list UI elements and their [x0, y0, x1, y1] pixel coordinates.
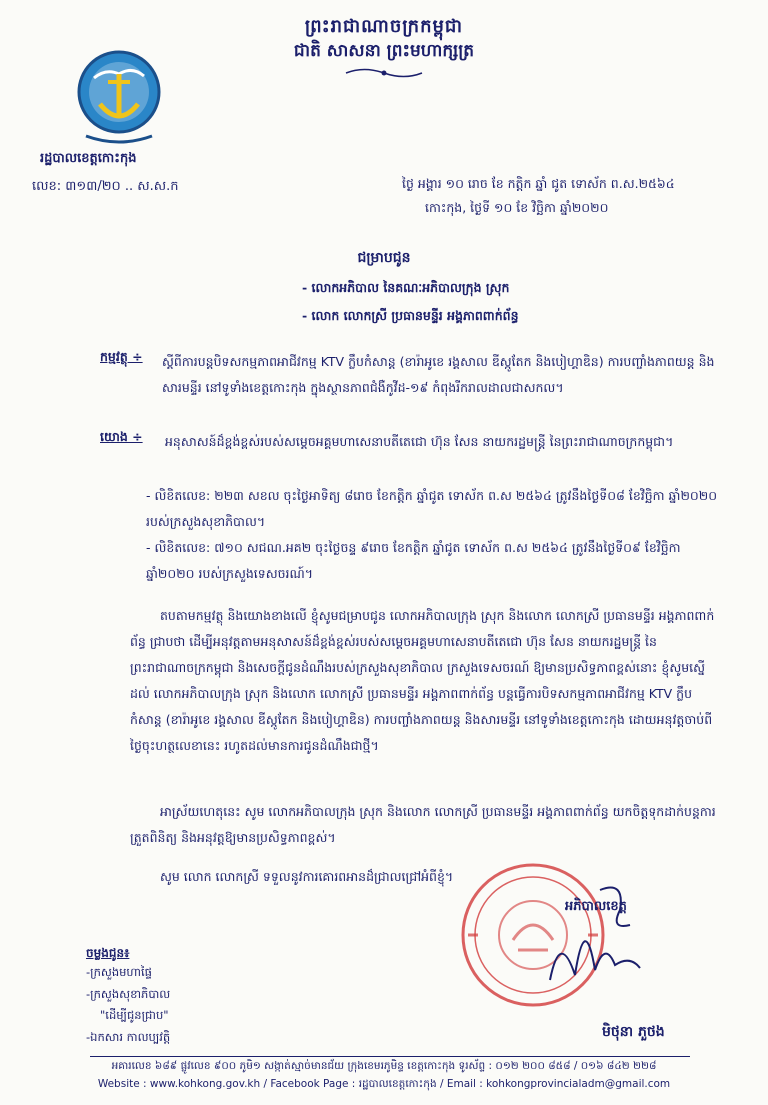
solar-date: កោះកុង, ថ្ងៃទី ១០ ខែ វិច្ឆិកា ឆ្នាំ២០២០: [425, 200, 609, 215]
body-paragraph: អាស្រ័យហេតុនេះ សូម លោកអភិបាលក្រុង ស្រុក និងលោក លោកស្រី ប្រធានមន្ទីរ អង្គភាពពាក់ព័ន្ធ យកចិត្តទុកដាក់បន្តការត្រួតពិនិត្យ និងអនុវត្តឱ្យមានប្រសិទ្ធភាពខ្ពស់។: [130, 804, 716, 845]
reference-item: - លិខិតលេខ: ២២៣ សខល ចុះថ្ងៃអាទិត្យ ៨រោច ខែកត្តិក ឆ្នាំជូត ទោស័ក ព.ស ២៥៦៤ ត្រូវនឹងថ្ងៃទី០៨ ខែវិច្ឆិកា ឆ្នាំ២០២០ របស់ក្រសួងសុខាភិបាល។: [146, 488, 718, 529]
signatory-title: អភិបាលខេត្ត: [565, 899, 627, 914]
recipient-item: - លោក លោកស្រី ប្រធានមន្ទីរ អង្គភាពពាក់ព័ន្ធ: [302, 308, 519, 323]
copies-item: -ក្រសួងមហាផ្ទៃ: [86, 965, 152, 979]
kingdom-title: ព្រះរាជាណាចក្រកម្ពុជា: [304, 16, 464, 37]
reference-text: អនុសាសន៍ដ៏ខ្ពង់ខ្ពស់របស់សម្តេចអគ្គមហាសេនាបតីតេជោ ហ៊ុន សែន នាយករដ្ឋមន្ត្រី នៃព្រះរាជាណាចក្រកម្ពុជា។: [165, 434, 674, 449]
reference-number: លេខ: ៣១៣/២០ .. ស.ស.ក: [32, 179, 179, 194]
subject-label: កម្មវត្ថុ ÷: [100, 349, 143, 364]
provincial-emblem-icon: [76, 48, 162, 148]
signatory-name: មិថុនា ភួថង: [602, 1024, 665, 1040]
footer-contact: Website : www.kohkong.gov.kh / Facebook Page : រដ្ឋបាលខេត្តកោះកុង / Email : kohkongprovincialadm@gmail.com: [97, 1078, 671, 1090]
national-motto: ជាតិ សាសនា ព្រះមហាក្សត្រ: [293, 41, 475, 61]
notice-title: ជម្រាបជូន: [357, 250, 411, 266]
signature-icon: [530, 870, 650, 1000]
copies-item: -ឯកសារ កាលប្បវត្តិ: [86, 1030, 171, 1044]
reference-label: យោង ÷: [100, 429, 143, 444]
footer-divider: [90, 1056, 690, 1057]
lunar-date: ថ្ងៃ អង្គារ ១០ រោច ខែ កត្តិក ឆ្នាំ ជូត ទោស័ក ព.ស.២៥៦៤: [402, 176, 675, 191]
reference-item: - លិខិតលេខ: ៧១០ សជណ.អគ២ ចុះថ្ងៃចន្ទ ៩រោច ខែកត្តិក ឆ្នាំជូត ទោស័ក ព.ស ២៥៦៤ ត្រូវនឹងថ្ងៃទី០៩ ខែវិច្ឆិកា ឆ្នាំ២០២០ របស់ក្រសួងទេសចរណ៍។: [146, 540, 681, 581]
copies-item: "ដើម្បីជូនជ្រាប": [100, 1008, 169, 1022]
body-paragraph: តបតាមកម្មវត្ថុ និងយោងខាងលើ ខ្ញុំសូមជម្រាបជូន លោកអភិបាលក្រុង ស្រុក និងលោក លោកស្រី ប្រធានមន្ទីរ អង្គភាពពាក់ព័ន្ធ ជ្រាបថា ដើម្បីអនុវត្តតាមអនុសាសន៍ដ៏ខ្ពង់ខ្ពស់របស់សម្តេចអគ្គមហាសេនាបតីតេជោ ហ៊ុន សែន នាយករដ្ឋមន្ត្រី នៃព្រះរាជាណាចក្រកម្ពុជា និងសេចក្តីជូនដំណឹងរបស់ក្រសួងសុខាភិបាល ក្រសួងទេសចរណ៍ ឱ្យមានប្រសិទ្ធភាពខ្ពស់នោះ ខ្ញុំសូមស្នើដល់ លោកអភិបាលក្រុង ស្រុក និងលោក លោកស្រី ប្រធានមន្ទីរ អង្គភាពពាក់ព័ន្ធ បន្តធ្វើការបិទសកម្មភាពអាជីវកម្ម KTV ក្លឹបកំសាន្ត (ខារ៉ាអូខេ រង្គសាល ឌីស្កូតែក និងបៀហ្គាឌិន) ការបញ្ចាំងភាពយន្ត និងសារមន្ទីរ នៅទូទាំងខេត្តកោះកុង ដោយអនុវត្តចាប់ពីថ្ងៃចុះហត្ថលេខានេះ រហូតដល់មានការជូនដំណឹងជាថ្មី។: [130, 608, 715, 753]
footer-address: អគារលេខ ៦៨៩ ផ្លូវលេខ ៩០០ ភូមិ១ សង្កាត់ស្មាច់មានជ័យ ក្រុងខេមរភូមិន្ទ ខេត្តកោះកុង ទូរស័ព្ទ : ០១២ ២០០ ៨៥៨ / ០១៦ ៨៤២ ២២៨: [111, 1060, 657, 1072]
issuer-name: រដ្ឋបាលខេត្តកោះកុង: [40, 151, 137, 166]
closing-line: សូម លោក លោកស្រី ទទួលនូវការគោរពអានដ៏ជ្រាលជ្រៅអំពីខ្ញុំ។: [160, 869, 454, 884]
copies-item: -ក្រសួងសុខាភិបាល: [86, 987, 171, 1001]
subject-text: ស្តីពីការបន្តបិទសកម្មភាពអាជីវកម្ម KTV ក្លឹបកំសាន្ត (ខារ៉ាអូខេ រង្គសាល ឌីស្កូតែក និងបៀហ្គាឌិន) ការបញ្ចាំងភាពយន្ត និងសារមន្ទីរ នៅទូទាំងខេត្តកោះកុង ក្នុងស្ថានភាពជំងឺកូវីដ-១៩ កំពុងរីករាលដាលជាសកល។: [162, 354, 715, 395]
recipient-item: - លោកអភិបាល នៃគណៈអភិបាលក្រុង ស្រុក: [302, 280, 510, 295]
copies-title: ចម្លងជូន៖: [86, 946, 130, 960]
ornament-divider-icon: [344, 66, 424, 80]
